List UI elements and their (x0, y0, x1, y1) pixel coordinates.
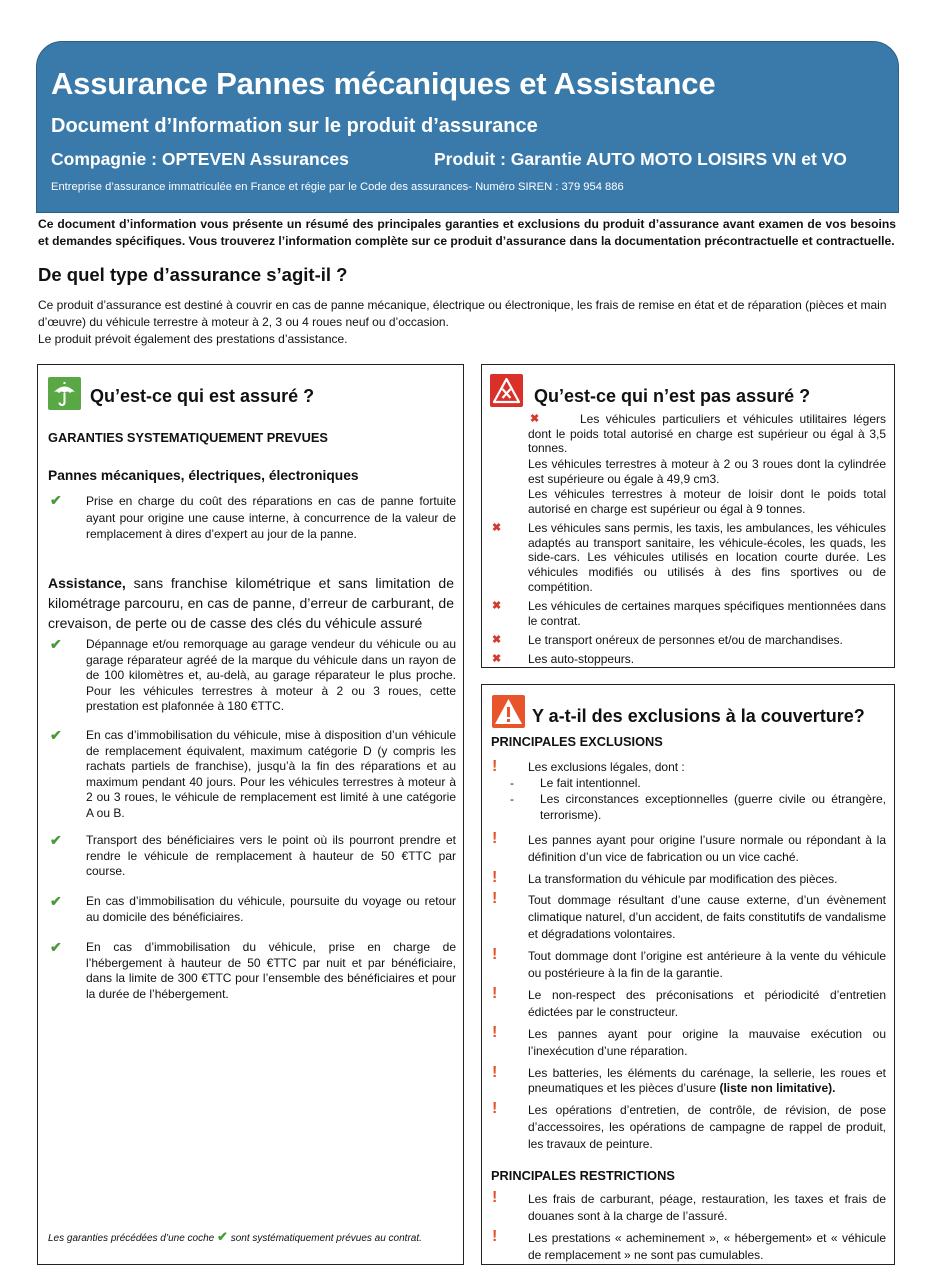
list-item-text: En cas d’immobilisation du véhicule, prise en charge de l’hébergement à hauteur de 50 €TTC par nuit et par bénéficiaire, dans la limite de 300 €TTC pour l’ensemble des bénéficiaires et pour la durée de l’hébergement. (86, 940, 456, 1001)
list-item-text (528, 1066, 886, 1096)
list-item-text: Transport des bénéficiaires vers le point où ils pourront prendre et rendre le véhicule de remplacement à hauteur de 50 €TTC par course. (86, 833, 456, 878)
exclamation-icon: ! (492, 758, 498, 775)
document-subtitle: Document d’Information sur le produit d’assurance (51, 115, 538, 137)
parts-bold: (liste non limitative). (719, 1081, 836, 1095)
exclamation-icon: ! (492, 1100, 498, 1117)
dash-bullet: - (510, 792, 514, 806)
exclamation-icon: ! (492, 1064, 498, 1081)
assistance-label: Assistance, (48, 575, 126, 591)
exclamation-icon: ! (492, 946, 498, 963)
list-item-text: Le transport onéreux de personnes et/ou de marchandises. (528, 633, 843, 647)
intro-paragraph: Ce document d’information vous présente un résumé des principales garanties et exclusions du produit d’assurance avant examen de vos besoins et demandes spécifiques. Vous trouverez l’information complète sur ce produit d’assurance dans la documentation précontractuelle et contractuelle. (38, 217, 896, 248)
restrictions-title: PRINCIPALES RESTRICTIONS (491, 1168, 675, 1183)
list-item-text: Les pannes ayant pour origine la mauvaise exécution ou l’inexécution d’une réparation. (528, 1027, 886, 1058)
insured-box (37, 364, 464, 1265)
breakdowns-title: Pannes mécaniques, électriques, électroniques (48, 468, 359, 483)
exclusions-heading: Y a-t-il des exclusions à la couverture? (532, 706, 865, 726)
footnote-text-end: sont systématiquement prévues au contrat. (227, 1233, 422, 1244)
exclamation-icon: ! (492, 1228, 498, 1245)
list-item-text: Les frais de carburant, péage, restauration, les taxes et frais de douanes sont à la charge de l’assuré. (528, 1192, 886, 1223)
list-item-text: Tout dommage résultant d’une cause externe, d’un évènement climatique naturel, d’un accident, de faits constitutifs de vandalisme et dégradations volontaires. (528, 893, 886, 941)
list-item-text: Les véhicules de certaines marques spécifiques mentionnées dans le contrat. (528, 599, 886, 628)
exclamation-icon: ! (492, 1189, 498, 1206)
exclamation-icon: ! (492, 890, 498, 907)
list-item-text: Les opérations d’entretien, de contrôle, de révision, de pose d’accessoires, les opérations de campagne de rappel de produit, les travaux de peinture. (528, 1103, 886, 1151)
dash-bullet: - (510, 776, 514, 790)
parts-text: Les batteries, les éléments du carénage, la sellerie, les roues et pneumatiques et les pièces d’usure (528, 1066, 886, 1095)
list-item-text: Les véhicules particuliers et véhicules utilitaires légers dont le poids total autorisé en charge est supérieur ou égal à 3,5 tonnes. (528, 412, 886, 456)
product-name: Produit : Garantie AUTO MOTO LOISIRS VN et VO (434, 149, 847, 169)
list-item-text: Les véhicules sans permis, les taxis, les ambulances, les véhicules adaptés au transport sanitaire, les véhicule-écoles, les quads, les side-cars. Les véhicules utilisés en location courte durée. Les véhicules modifiés ou utilisés à des fins sportives ou de compétition. (528, 521, 886, 594)
check-icon: ✔ (50, 492, 62, 508)
header-banner (36, 41, 899, 213)
sub-list-item-text: Les circonstances exceptionnelles (guerre civile ou étrangère, terrorisme). (540, 792, 886, 822)
check-icon: ✔ (50, 727, 62, 743)
company-name: Compagnie : OPTEVEN Assurances (51, 149, 349, 169)
list-item-text: Tout dommage dont l’origine est antérieure à la vente du véhicule ou postérieure à la fin de la garantie. (528, 949, 886, 980)
assistance-text: sans franchise kilométrique et sans limitation de kilométrage parcouru, en cas de panne, d’erreur de carburant, de crevaison, de perte ou de casse des clés du véhicule assuré (48, 575, 454, 631)
exclamation-icon: ! (492, 830, 498, 847)
check-icon: ✔ (217, 1229, 228, 1244)
check-icon: ✔ (50, 893, 62, 909)
main-exclusions-title: PRINCIPALES EXCLUSIONS (491, 734, 663, 749)
type-description (38, 297, 898, 348)
cross-icon: ✖ (530, 413, 540, 425)
list-item-text: Les véhicules terrestres à moteur à 2 ou 3 roues dont la cylindrée est supérieure ou égale à 49,9 cm3. (528, 457, 886, 486)
umbrella-icon (48, 377, 81, 410)
exclamation-icon: ! (492, 1024, 498, 1041)
list-item-text: Le non-respect des préconisations et périodicité d’entretien édictées par le constructeur. (528, 988, 886, 1019)
sub-list-item-text: Le fait intentionnel. (540, 776, 641, 790)
list-item-text: Les véhicules terrestres à moteur de loisir dont le poids total autorisé en charge est supérieur ou égal à 9 tonnes. (528, 487, 886, 516)
warning-cross-icon (490, 374, 523, 407)
not-insured-heading: Qu’est-ce qui n’est pas assuré ? (534, 386, 811, 406)
list-item-text: Les exclusions légales, dont : (528, 760, 685, 774)
legal-mention: Entreprise d’assurance immatriculée en France et régie par le Code des assurances- Numéro SIREN : 379 954 886 (51, 181, 624, 193)
guarantees-title: GARANTIES SYSTEMATIQUEMENT PREVUES (48, 430, 328, 445)
cross-icon: ✖ (492, 634, 502, 646)
type-heading: De quel type d’assurance s’agit-il ? (38, 264, 348, 285)
type-paragraph-1: Ce produit d’assurance est destiné à couvrir en cas de panne mécanique, électrique ou électronique, les frais de remise en état et de réparation (pièces et main d’œuvre) du véhicule terrestre à moteur à 2, 3 ou 4 roues neuf ou d’occasion. (38, 298, 887, 329)
list-item-text: En cas d’immobilisation du véhicule, poursuite du voyage ou retour au domicile des bénéficiaires. (86, 894, 456, 924)
check-icon: ✔ (50, 636, 62, 652)
type-paragraph-2: Le produit prévoit également des prestations d’assistance. (38, 332, 348, 346)
list-item-text: Dépannage et/ou remorquage au garage vendeur du véhicule ou au garage réparateur agréé de la marque du véhicule dans un rayon de de 100 kilomètres et, au-delà, au garage réparateur le plus proche. Pour les véhicules terrestres à moteur à 2 ou 3 roues, cette prestation est plafonnée à 180 €TTC. (86, 637, 456, 713)
document-title: Assurance Pannes mécaniques et Assistance (51, 66, 716, 101)
list-item-text: En cas d’immobilisation du véhicule, mise à disposition d’un véhicule de remplacement équivalent, maximum catégorie D (y compris les rachats partiels de franchise), jusqu’à la fin des réparations et au maximum pendant 40 jours. Pour les véhicules terrestres à moteur à 2 ou 3 roues, le véhicule de remplacement est limité à une catégorie A ou B. (86, 728, 456, 820)
insured-heading: Qu’est-ce qui est assuré ? (90, 386, 315, 406)
exclamation-icon: ! (492, 869, 498, 886)
cross-icon: ✖ (492, 653, 502, 665)
cross-icon: ✖ (492, 600, 502, 612)
not-insured-box (481, 364, 895, 668)
list-item-text: Les prestations « acheminement », « hébergement» et « véhicule de remplacement » ne sont pas cumulables. (528, 1231, 886, 1262)
exclusions-box (481, 684, 895, 1265)
list-item-text: La transformation du véhicule par modification des pièces. (528, 872, 838, 886)
list-item-text: Prise en charge du coût des réparations en cas de panne fortuite ayant pour origine une cause interne, à concurrence de la valeur de remplacement à dires d’expert au jour de la panne. (86, 494, 456, 541)
assistance-paragraph (48, 573, 454, 633)
footnote-text-start: Les garanties précédées d’une coche (48, 1233, 218, 1244)
list-item-text: Les auto-stoppeurs. (528, 652, 635, 666)
list-item-text: Les pannes ayant pour origine l’usure normale ou répondant à la définition d’un vice de fabrication ou un vice caché. (528, 833, 886, 864)
exclamation-triangle-icon (492, 695, 525, 728)
exclamation-icon: ! (492, 985, 498, 1002)
cross-icon: ✖ (492, 522, 502, 534)
footnote (48, 1231, 448, 1245)
check-icon: ✔ (50, 939, 62, 955)
check-icon: ✔ (50, 832, 62, 848)
